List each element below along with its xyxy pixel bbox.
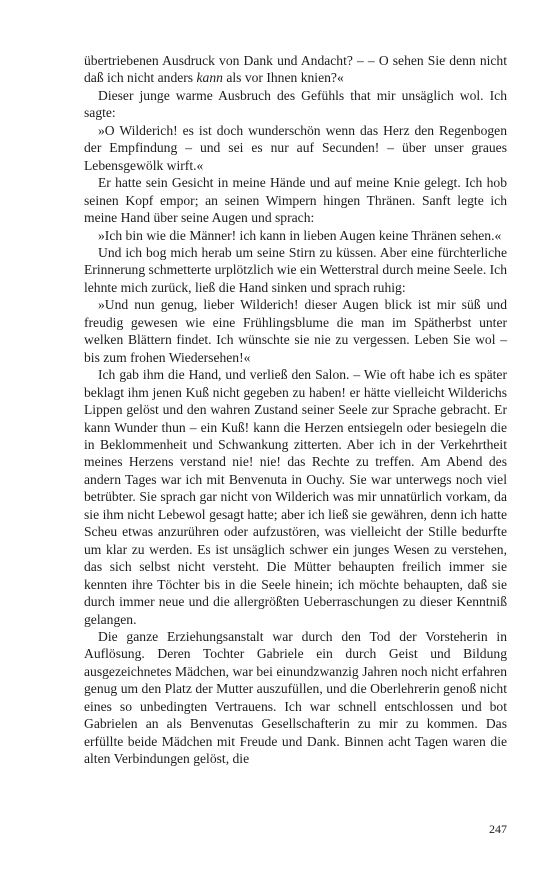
paragraph [84, 87, 507, 122]
paragraph [84, 628, 507, 768]
text-run: »O Wilderich! es ist doch wunderschön wenn das Herz den Regenbogen der Empfindung – und sei es nur auf Secunden! – über unser graues Lebensgewölk wirft.« [84, 122, 507, 173]
paragraph [84, 52, 507, 87]
text-run: Und ich bog mich herab um seine Stirn zu küssen. Aber eine fürchterliche Erinnerung schmetterte urplötzlich wie ein Wetterstral durch meine Seele. Ich lehnte mich zurück, ließ die Hand sinken und sprach ruhig: [84, 244, 507, 295]
text-run: »Und nun genug, lieber Wilderich! dieser Augen blick ist mir süß und freudig gewesen wie eine Frühlingsblume die man im Spätherbst unter welken Blättern findet. Ich wünschte sie nie zu vergessen. Leben Sie wol – bis zum frohen Wiedersehen!« [84, 297, 507, 365]
text-run: Ich gab ihm die Hand, und verließ den Salon. – Wie oft habe ich es später beklagt ihm jenen Kuß nicht gegeben zu haben! er hätte vielleicht Wilderichs Lippen gelöst und den wahren Zustand seiner Seele zur Sprache gebracht. Er kann Wunder thun – ein Kuß! kann die Herzen entsiegeln oder besiegeln die in Beklommenheit und Schwankung zitterten. Aber ich in der Verkehrtheit meines Herzens verstand nie! nie! das Rechte zu treffen. Am Abend des andern Tages war ich mit Benvenuta in Ouchy. Sie war unterwegs noch viel betrübter. Sie sprach gar nicht von Wilderich was mir unnatürlich vorkam, da sie ihm nicht Lebewol gesagt hatte; aber ich ließ sie gewähren, denn ich hatte Scheu etwas anzurühren oder aufzustören, was vielleicht der Stille bedurfte um klar zu werden. Es ist unsäglich schwer ein junges Wesen zu verstehen, das sich selbst nicht versteht. Die Mütter behaupten freilich immer sie kennten ihre Töchter bis in die Seele hinein; ich möchte behaupten, daß sie durch immer neue und die allergrößten Ueberraschungen zu dieser Kenntniß gelangen. [84, 367, 507, 627]
text-run: »Ich bin wie die Männer! ich kann in lieben Augen keine Thränen sehen.« [98, 227, 502, 243]
page-body [84, 52, 507, 768]
text-run: Die ganze Erziehungsanstalt war durch den Tod der Vorsteherin in Auflösung. Deren Tochter Gabriele ein durch Geist und Bildung ausgezeichnetes Mädchen, war bei einundzwanzig Jahren noch nicht erfahren genug um den Platz der Mutter auszufüllen, und die Oberlehrerin genoß nicht eines so unbedingten Vertrauens. Ich war schnell entschlossen und bot Gabrielen an als Benvenutas Gesellschafterin zu mir zu kommen. Das erfüllte beide Mädchen mit Freude und Dank. Binnen acht Tagen waren die alten Verbindungen gelöst, die [84, 628, 507, 767]
page-number: 247 [489, 822, 507, 836]
paragraph [84, 122, 507, 174]
text-run: als vor Ihnen knien?« [222, 70, 344, 86]
text-run: Dieser junge warme Ausbruch des Gefühls that mir unsäglich wol. Ich sagte: [84, 87, 507, 121]
paragraph [84, 174, 507, 226]
text-run: Er hatte sein Gesicht in meine Hände und auf meine Knie gelegt. Ich hob seinen Kopf empor; an seinen Wimpern hingen Thränen. Sanft legte ich meine Hand über seine Augen und sprach: [84, 175, 507, 226]
paragraph [84, 296, 507, 366]
text-run: übertriebenen Ausdruck von Dank und Andacht? – – O sehen Sie denn nicht daß ich nicht anders [84, 53, 507, 86]
emphasis-text: kann [196, 70, 223, 86]
paragraph [84, 366, 507, 628]
paragraph [84, 244, 507, 296]
paragraph [84, 227, 507, 244]
